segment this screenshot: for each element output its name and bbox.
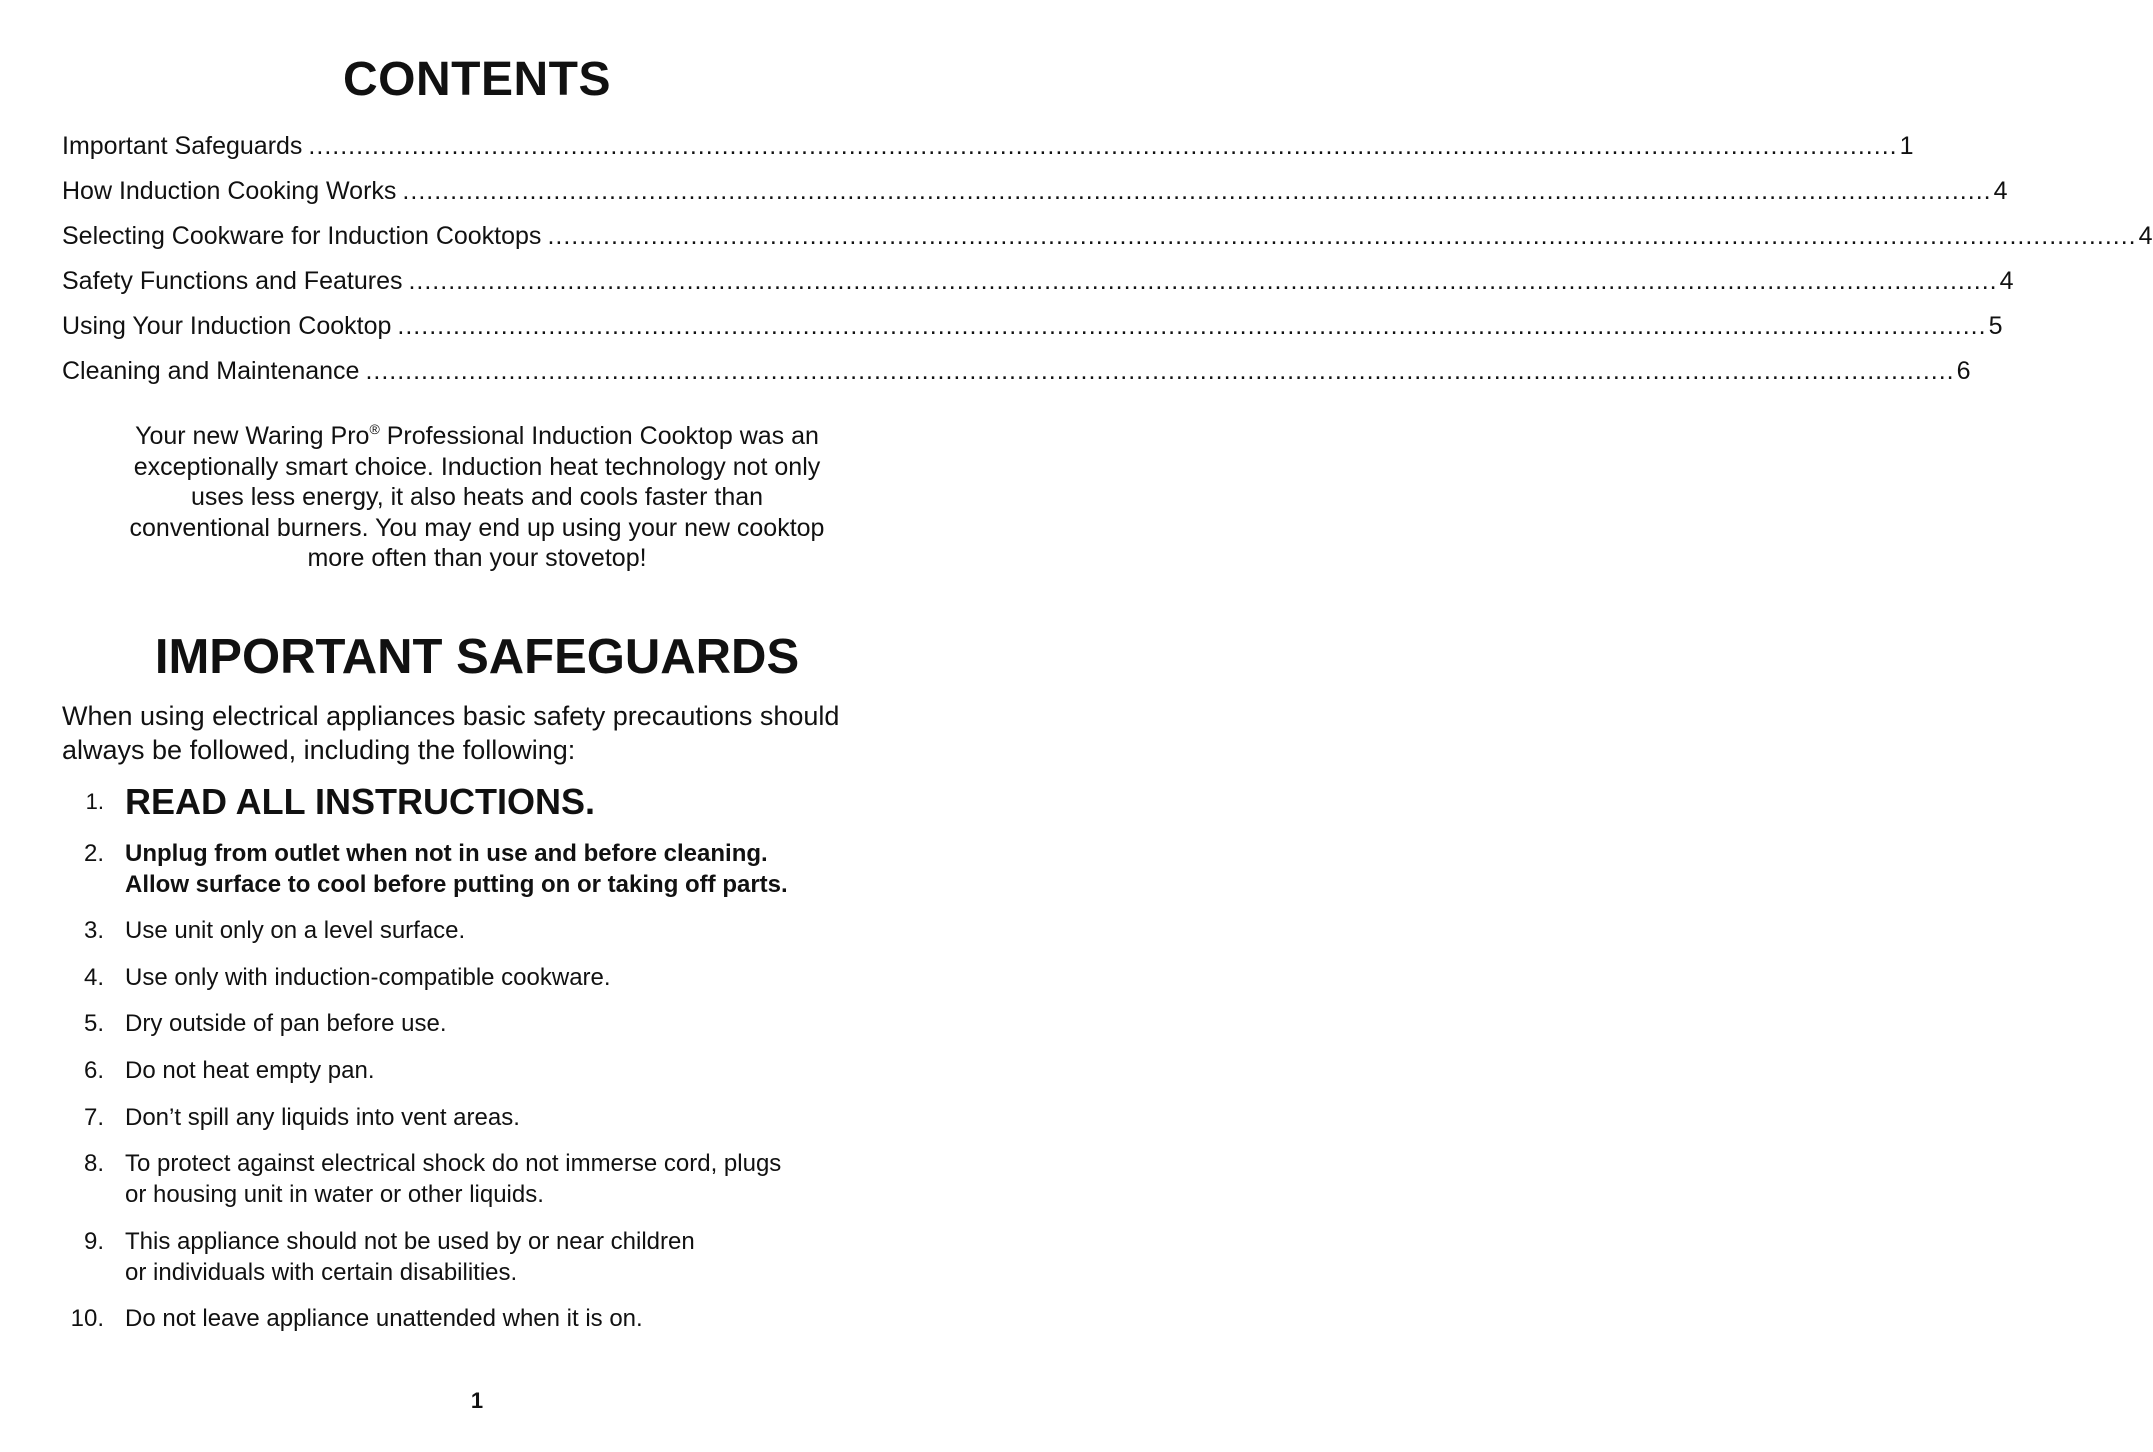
safeguards-heading: IMPORTANT SAFEGUARDS: [154, 630, 800, 684]
toc-entry-label: Important Safeguards: [62, 132, 303, 160]
toc-entry-page: 4: [1993, 177, 2008, 205]
intro-paragraph: [120, 421, 834, 574]
toc-leader-dots: ........................................................................................................................................................................................................: [397, 312, 1987, 340]
page-number: 1: [470, 1388, 484, 1413]
safeguard-text: [125, 1102, 915, 1133]
safeguard-line: Allow surface to cool before putting on or taking off parts.: [125, 871, 788, 898]
safeguard-number: 4.: [83, 964, 104, 991]
toc-entry-label: Selecting Cookware for Induction Cooktops: [62, 222, 542, 250]
toc-leader-dots: ........................................................................................................................................................................................................: [547, 222, 2137, 250]
toc-entry-page: 5: [1988, 312, 2003, 340]
toc-entry-label: How Induction Cooking Works: [62, 177, 397, 205]
safeguard-line: To protect against electrical shock do not immerse cord, plugs: [125, 1150, 782, 1177]
safeguard-line: READ ALL INSTRUCTIONS.: [125, 781, 596, 822]
toc-leader-dots: ........................................................................................................................................................................................................: [402, 177, 1992, 205]
safeguard-line: Use unit only on a level surface.: [125, 917, 466, 944]
toc-entry: [62, 214, 2153, 259]
safeguard-text: [125, 1303, 915, 1334]
toc-entry-page: 4: [1999, 267, 2014, 295]
safeguard-text: [125, 962, 915, 993]
safeguard-number: 3.: [83, 917, 104, 944]
safeguard-number: 10.: [70, 1305, 104, 1332]
registered-mark: ®: [369, 421, 380, 437]
toc-entry-label: Cleaning and Maintenance: [62, 357, 360, 385]
safeguard-line: or individuals with certain disabilities.: [125, 1259, 518, 1286]
safeguard-line: Unplug from outlet when not in use and before cleaning.: [125, 840, 768, 867]
intro-text-start: Your new Waring Pro: [135, 422, 370, 450]
safeguard-line: Do not leave appliance unattended when it is on.: [125, 1305, 643, 1332]
safeguard-text: [125, 1055, 915, 1086]
toc-entry-page: 6: [1956, 357, 1971, 385]
toc-entry: [62, 304, 2003, 349]
toc-entry: [62, 259, 2014, 304]
safeguard-line: Do not heat empty pan.: [125, 1057, 375, 1084]
safeguard-text: [125, 1008, 915, 1039]
safeguard-number: 6.: [83, 1057, 104, 1084]
safeguard-text: [125, 838, 915, 900]
safeguard-line: Use only with induction-compatible cookware.: [125, 964, 611, 991]
toc-leader-dots: ........................................................................................................................................................................................................: [365, 357, 1955, 385]
table-of-contents: [62, 124, 2153, 394]
safeguard-number: 9.: [83, 1228, 104, 1255]
toc-entry: [62, 124, 1914, 169]
safeguard-number: 7.: [83, 1104, 104, 1131]
toc-entry-label: Safety Functions and Features: [62, 267, 403, 295]
toc-leader-dots: ........................................................................................................................................................................................................: [308, 132, 1898, 160]
safeguard-line: Dry outside of pan before use.: [125, 1010, 447, 1037]
safeguard-number: 5.: [83, 1010, 104, 1037]
safeguard-line: This appliance should not be used by or near children: [125, 1228, 695, 1255]
contents-heading: CONTENTS: [343, 53, 611, 106]
toc-entry: [62, 349, 1971, 394]
toc-entry-label: Using Your Induction Cooktop: [62, 312, 392, 340]
toc-leader-dots: ........................................................................................................................................................................................................: [408, 267, 1998, 295]
safeguard-number: 2.: [83, 840, 104, 867]
safeguard-line: Don’t spill any liquids into vent areas.: [125, 1104, 520, 1131]
toc-entry-page: 1: [1899, 132, 1914, 160]
toc-entry-page: 4: [2138, 222, 2153, 250]
toc-entry: [62, 169, 2008, 214]
safeguard-line: or housing unit in water or other liquids.: [125, 1181, 544, 1208]
safeguard-text: [125, 1226, 915, 1288]
intro-text-rest: Professional Induction Cooktop was an exceptionally smart choice. Induction heat technology not only uses less energy, it also heats and cools faster than conventional burners. You may end up using your new cooktop more often than your stovetop!: [129, 422, 825, 572]
safeguard-text: [125, 780, 915, 824]
safeguards-intro: When using electrical appliances basic safety precautions should always be followed, including the following:: [62, 701, 840, 765]
safeguard-number: 1.: [85, 789, 104, 814]
safeguard-text: [125, 1148, 915, 1210]
safeguard-number: 8.: [83, 1150, 104, 1177]
safeguard-text: [125, 915, 915, 946]
